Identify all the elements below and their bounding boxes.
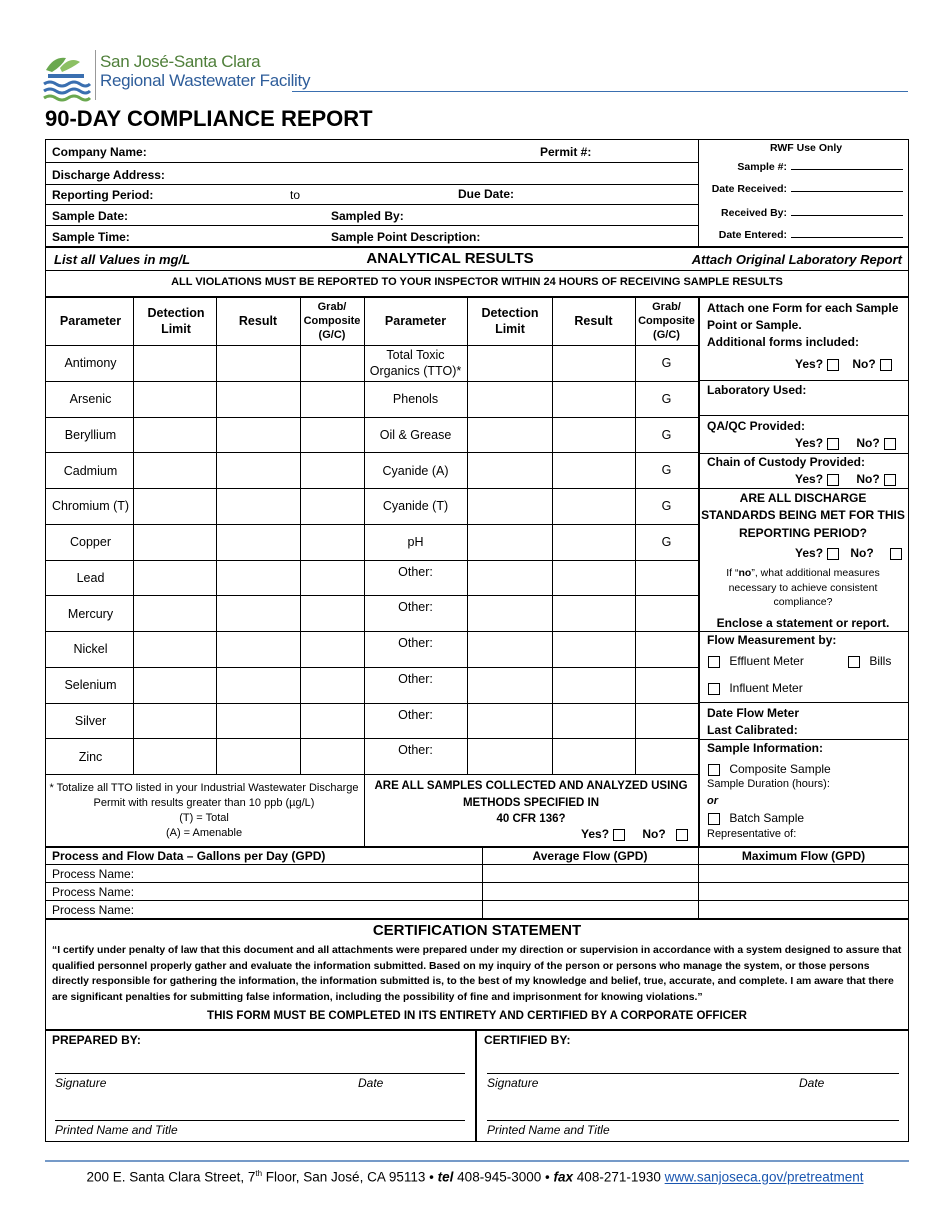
- right-detection-cell[interactable]: [467, 739, 552, 774]
- due-date-label: Due Date:: [458, 187, 515, 201]
- left-parameter-name: Beryllium: [64, 427, 117, 442]
- right-grab-cell[interactable]: G: [661, 534, 672, 549]
- if-no-bold: no: [738, 567, 752, 579]
- right-parameter-name: Other:: [398, 743, 433, 758]
- left-parameter-name: Nickel: [73, 642, 108, 657]
- methods-yes-checkbox[interactable]: [613, 829, 625, 841]
- attach-report-note: Attach Original Laboratory Report: [691, 252, 902, 267]
- col-result-left: Result: [238, 313, 278, 328]
- right-result-cell[interactable]: [552, 489, 635, 524]
- right-result-cell[interactable]: [552, 668, 635, 703]
- right-parameter-name: Cyanide (T): [382, 499, 449, 514]
- company-name-label: Company Name:: [52, 145, 147, 159]
- left-detection-cell[interactable]: [133, 561, 216, 596]
- prepared-by-label: PREPARED BY:: [52, 1033, 141, 1047]
- tto-note-text: * Totalize all TTO listed in your Industrial Wastewater Discharge Permit with results greater than 10 ppb (µg/L): [49, 782, 359, 809]
- corporate-officer-notice: THIS FORM MUST BE COMPLETED IN ITS ENTIRETY AND CERTIFIED BY A CORPORATE OFFICER: [207, 1010, 747, 1022]
- right-result-cell[interactable]: [552, 596, 635, 631]
- discharge-address-label: Discharge Address:: [52, 168, 165, 182]
- prepared-date-label: Date: [358, 1076, 384, 1090]
- effluent-meter-option: [706, 654, 804, 668]
- right-result-cell[interactable]: [552, 561, 635, 596]
- left-detection-cell[interactable]: [133, 704, 216, 739]
- left-detection-cell[interactable]: [133, 489, 216, 524]
- methods-options: [581, 827, 688, 841]
- sampled-by-label: Sampled By:: [331, 209, 404, 223]
- flow-measurement-label: Flow Measurement by:: [707, 633, 837, 647]
- right-detection-cell[interactable]: [467, 489, 552, 524]
- chain-custody-label: Chain of Custody Provided:: [707, 455, 866, 469]
- left-result-cell[interactable]: [216, 525, 300, 560]
- left-result-cell[interactable]: [216, 382, 300, 417]
- col-parameter-right: Parameter: [384, 313, 447, 328]
- left-grab-cell[interactable]: [300, 596, 364, 631]
- right-result-cell[interactable]: [552, 346, 635, 381]
- footer-tel: 408-945-3000: [457, 1169, 542, 1185]
- batch-checkbox[interactable]: [708, 813, 720, 825]
- average-flow-header: Average Flow (GPD): [532, 849, 648, 863]
- left-parameter-name: Silver: [74, 713, 107, 728]
- sample-time-label: Sample Time:: [52, 230, 130, 244]
- right-result-cell[interactable]: [552, 632, 635, 667]
- left-grab-cell[interactable]: [300, 418, 364, 453]
- right-detection-cell[interactable]: [467, 632, 552, 667]
- left-result-cell[interactable]: [216, 739, 300, 774]
- analytical-results-title: ANALYTICAL RESULTS: [366, 250, 534, 267]
- last-calibrated-label: Last Calibrated:: [707, 722, 798, 737]
- composite-checkbox[interactable]: [708, 764, 720, 776]
- left-grab-cell[interactable]: [300, 382, 364, 417]
- right-parameter-name: Cyanide (A): [382, 463, 449, 478]
- qaqc-no-label: No?: [856, 436, 880, 450]
- right-grab-cell[interactable]: [635, 739, 698, 774]
- footer-fax: 408-271-1930: [576, 1169, 661, 1185]
- methods-yes-label: Yes?: [581, 827, 610, 841]
- composite-label: Composite Sample: [729, 762, 831, 776]
- left-detection-cell[interactable]: [133, 668, 216, 703]
- sample-duration-label: Sample Duration (hours):: [707, 778, 830, 790]
- right-detection-cell[interactable]: [467, 453, 552, 488]
- effluent-meter-checkbox[interactable]: [708, 656, 720, 668]
- rwf-use-title: RWF Use Only: [770, 142, 843, 154]
- left-parameter-name: Mercury: [67, 606, 114, 621]
- left-grab-cell[interactable]: [300, 632, 364, 667]
- rwf-sample-no-label: Sample #:: [737, 161, 787, 173]
- footer-website-link[interactable]: www.sanjoseca.gov/pretreatment: [664, 1169, 864, 1185]
- footer-address-text: 200 E. Santa Clara Street, 7: [86, 1169, 256, 1185]
- left-detection-cell[interactable]: [133, 418, 216, 453]
- right-detection-cell[interactable]: [467, 525, 552, 560]
- amenable-note: (A) = Amenable: [165, 826, 243, 839]
- period-to-label: to: [290, 188, 301, 202]
- if-no-post: ”, what additional measures necessary to achieve consistent compliance?: [728, 567, 880, 609]
- attach-form-note: [707, 300, 903, 350]
- left-detection-cell[interactable]: [133, 525, 216, 560]
- right-grab-cell[interactable]: [635, 668, 698, 703]
- rwf-received-by-label: Received By:: [721, 207, 787, 219]
- logo: [40, 50, 92, 102]
- left-parameter-name: Copper: [70, 535, 111, 549]
- left-detection-cell[interactable]: [133, 346, 216, 381]
- left-detection-cell[interactable]: [133, 739, 216, 774]
- right-result-cell[interactable]: [552, 453, 635, 488]
- qaqc-yes-checkbox[interactable]: [827, 438, 839, 450]
- left-result-cell[interactable]: [216, 453, 300, 488]
- right-grab-cell[interactable]: [635, 704, 698, 739]
- date-flow-meter-label: Date Flow Meter: [707, 706, 800, 720]
- bills-checkbox[interactable]: [848, 656, 860, 668]
- left-result-cell[interactable]: [216, 668, 300, 703]
- prepared-printed-name-label: Printed Name and Title: [55, 1123, 178, 1137]
- left-parameter-name: Antimony: [64, 356, 117, 371]
- enclose-statement: Enclose a statement or report.: [716, 616, 890, 630]
- right-parameter-name: Other:: [398, 636, 433, 650]
- sample-point-label: Sample Point Description:: [331, 230, 481, 244]
- maximum-flow-header: Maximum Flow (GPD): [741, 849, 866, 863]
- footer-address-post: Floor, San José, CA 95113: [262, 1169, 426, 1185]
- rwf-sample-no: [703, 161, 903, 173]
- right-parameter-name: pH: [407, 535, 424, 549]
- right-detection-cell[interactable]: [467, 418, 552, 453]
- left-grab-cell[interactable]: [300, 739, 364, 774]
- certified-by-label: CERTIFIED BY:: [484, 1033, 571, 1047]
- left-result-cell[interactable]: [216, 632, 300, 667]
- col-grab-left: Grab/ Composite (G/C): [303, 300, 361, 342]
- footer-sup: th: [255, 1169, 263, 1178]
- chain-yes-label: Yes?: [795, 472, 824, 486]
- qaqc-label: QA/QC Provided:: [707, 419, 806, 433]
- certified-signature-label: Signature: [487, 1076, 539, 1090]
- certification-text: “I certify under penalty of law that this document and all attachments were prepared under my direction or supervision in accordance with a system designed to assure that qualified personnel properly gather and evaluate the information submitted. Based on my inquiry of the person or persons who manage the system, or those persons directly responsible for gathering the information, the information submitted is, to the best of my knowledge and belief, true, accurate, and complete. I am aware that there are significant penalties for submitting false information, including the possibility of fine and imprisonment for knowing violations.”: [52, 945, 902, 1003]
- standards-yes-label: Yes?: [795, 546, 824, 560]
- right-parameter-name: Other:: [398, 707, 433, 722]
- influent-meter-label: Influent Meter: [729, 681, 803, 695]
- left-detection-cell[interactable]: [133, 596, 216, 631]
- standards-question: ARE ALL DISCHARGE STANDARDS BEING MET FOR THIS REPORTING PERIOD?: [701, 491, 905, 540]
- batch-label: Batch Sample: [729, 811, 805, 825]
- certified-printed-name-label: Printed Name and Title: [487, 1123, 610, 1137]
- right-grab-cell[interactable]: G: [661, 499, 672, 513]
- left-detection-cell[interactable]: [133, 632, 216, 667]
- left-grab-cell[interactable]: [300, 346, 364, 381]
- right-grab-cell[interactable]: G: [661, 427, 672, 442]
- left-parameter-name: Zinc: [78, 749, 103, 764]
- chain-custody-options: [795, 472, 896, 486]
- influent-meter-option: [706, 681, 803, 695]
- left-result-cell[interactable]: [216, 346, 300, 381]
- if-no-note: [703, 566, 903, 610]
- qaqc-options: [795, 436, 896, 450]
- col-result-right: Result: [574, 313, 613, 328]
- total-note: (T) = Total: [179, 811, 229, 824]
- left-detection-cell[interactable]: [133, 453, 216, 488]
- right-parameter-name: Other:: [398, 671, 433, 686]
- chain-no-checkbox[interactable]: [884, 474, 896, 486]
- methods-text: ARE ALL SAMPLES COLLECTED AND ANALYZED USING METHODS SPECIFIED IN: [374, 780, 688, 809]
- batch-option: [706, 811, 804, 825]
- sample-information-label: Sample Information:: [707, 741, 824, 755]
- process-name-3: Process Name:: [52, 903, 135, 917]
- right-detection-cell[interactable]: [467, 382, 552, 417]
- right-grab-cell[interactable]: G: [661, 463, 672, 478]
- right-grab-cell[interactable]: [635, 632, 698, 667]
- right-parameter-name: Phenols: [392, 392, 439, 406]
- rwf-date-entered: [703, 229, 903, 241]
- left-parameter-name: Chromium (T): [51, 499, 130, 514]
- rwf-date-entered-label: Date Entered:: [718, 229, 787, 241]
- flow-meter-calibration: [707, 705, 799, 739]
- additional-no-label: No?: [852, 357, 876, 371]
- footer-tel-label: tel: [437, 1169, 454, 1185]
- footer-rule: [45, 1160, 909, 1162]
- certified-date-label: Date: [799, 1076, 825, 1090]
- footer-fax-label: fax: [553, 1169, 574, 1185]
- left-grab-cell[interactable]: [300, 704, 364, 739]
- methods-question: [368, 778, 694, 828]
- left-grab-cell[interactable]: [300, 453, 364, 488]
- or-label: or: [707, 795, 718, 807]
- right-parameter-name: Total Toxic Organics (TTO)*: [369, 348, 462, 379]
- additional-yes-label: Yes?: [795, 357, 824, 371]
- right-detection-cell[interactable]: [467, 346, 552, 381]
- attach-form-text: Attach one Form for each Sample Point or Sample.: [707, 301, 899, 332]
- col-parameter-left: Parameter: [59, 313, 122, 328]
- violations-notice: ALL VIOLATIONS MUST BE REPORTED TO YOUR INSPECTOR WITHIN 24 HOURS OF RECEIVING SAMPLE RESULTS: [171, 276, 783, 288]
- qaqc-no-checkbox[interactable]: [884, 438, 896, 450]
- col-detection-left: Detection Limit: [147, 305, 205, 336]
- right-detection-cell[interactable]: [467, 561, 552, 596]
- tto-note: [48, 781, 360, 840]
- left-result-cell[interactable]: [216, 489, 300, 524]
- left-parameter-name: Cadmium: [63, 463, 118, 478]
- right-parameter-name: Other:: [398, 564, 433, 579]
- chain-no-label: No?: [856, 472, 880, 486]
- additional-forms-text: Additional forms included:: [707, 334, 859, 349]
- col-grab-right: Grab/ Composite (G/C): [638, 300, 695, 342]
- methods-no-label: No?: [642, 827, 666, 841]
- left-result-cell[interactable]: [216, 596, 300, 631]
- left-result-cell[interactable]: [216, 704, 300, 739]
- org-name-line1: San José-Santa Clara: [100, 52, 261, 71]
- left-grab-cell[interactable]: [300, 561, 364, 596]
- methods-no-checkbox[interactable]: [676, 829, 688, 841]
- right-result-cell[interactable]: [552, 418, 635, 453]
- page-title: 90-DAY COMPLIANCE REPORT: [45, 106, 373, 131]
- right-grab-cell[interactable]: [635, 596, 698, 631]
- additional-yes-checkbox[interactable]: [827, 359, 839, 371]
- right-parameter-name: Oil & Grease: [379, 427, 452, 442]
- right-detection-cell[interactable]: [467, 704, 552, 739]
- right-detection-cell[interactable]: [467, 668, 552, 703]
- effluent-meter-label: Effluent Meter: [729, 654, 804, 668]
- influent-meter-checkbox[interactable]: [708, 683, 720, 695]
- permit-label: Permit #:: [540, 145, 592, 159]
- bills-option: [848, 654, 891, 668]
- if-no-pre: If “: [726, 567, 739, 579]
- left-parameter-name: Lead: [76, 570, 105, 585]
- additional-forms-options: [795, 357, 892, 371]
- logo-mark-icon: [40, 50, 92, 102]
- org-name-line2: Regional Wastewater Facility: [100, 70, 311, 90]
- header-rule: [292, 91, 908, 92]
- sample-date-label: Sample Date:: [52, 209, 129, 223]
- rwf-date-received-label: Date Received:: [711, 183, 787, 195]
- right-grab-cell[interactable]: G: [661, 391, 672, 406]
- list-values-note: List all Values in mg/L: [54, 252, 191, 267]
- left-grab-cell[interactable]: [300, 668, 364, 703]
- footer-bullet-2: •: [545, 1169, 550, 1185]
- right-parameter-name: Other:: [398, 600, 433, 615]
- footer-bullet-1: •: [429, 1169, 434, 1185]
- left-result-cell[interactable]: [216, 418, 300, 453]
- standards-no-label: No?: [850, 546, 874, 560]
- process-flow-header: Process and Flow Data – Gallons per Day (GPD): [52, 849, 326, 863]
- standards-no-checkbox[interactable]: [890, 548, 902, 560]
- footer-address: [0, 1169, 950, 1185]
- right-result-cell[interactable]: [552, 739, 635, 774]
- reporting-period-label: Reporting Period:: [52, 188, 154, 202]
- qaqc-yes-label: Yes?: [795, 436, 824, 450]
- process-name-1: Process Name:: [52, 867, 135, 881]
- right-grab-cell[interactable]: G: [661, 356, 672, 370]
- standards-options: [795, 546, 902, 560]
- cfr-text: 40 CFR 136?: [496, 813, 566, 826]
- bills-label: Bills: [869, 654, 892, 668]
- rwf-received-by: [703, 207, 903, 219]
- right-result-cell[interactable]: [552, 704, 635, 739]
- left-grab-cell[interactable]: [300, 525, 364, 560]
- prepared-signature-label: Signature: [55, 1076, 107, 1090]
- standards-yes-checkbox[interactable]: [827, 548, 839, 560]
- right-result-cell[interactable]: [552, 525, 635, 560]
- chain-yes-checkbox[interactable]: [827, 474, 839, 486]
- certification-title: CERTIFICATION STATEMENT: [372, 922, 582, 939]
- right-grab-cell[interactable]: [635, 561, 698, 596]
- composite-option: [706, 762, 831, 776]
- left-parameter-name: Selenium: [64, 678, 117, 692]
- left-parameter-name: Arsenic: [69, 392, 112, 406]
- logo-divider: [95, 50, 96, 100]
- lab-used-label: Laboratory Used:: [707, 383, 807, 397]
- left-grab-cell[interactable]: [300, 489, 364, 524]
- representative-label: Representative of:: [707, 828, 797, 840]
- additional-no-checkbox[interactable]: [880, 359, 892, 371]
- rwf-date-received: [703, 183, 903, 195]
- left-detection-cell[interactable]: [133, 382, 216, 417]
- right-detection-cell[interactable]: [467, 596, 552, 631]
- left-result-cell[interactable]: [216, 561, 300, 596]
- right-result-cell[interactable]: [552, 382, 635, 417]
- col-detection-right: Detection Limit: [481, 305, 539, 336]
- process-name-2: Process Name:: [52, 885, 135, 899]
